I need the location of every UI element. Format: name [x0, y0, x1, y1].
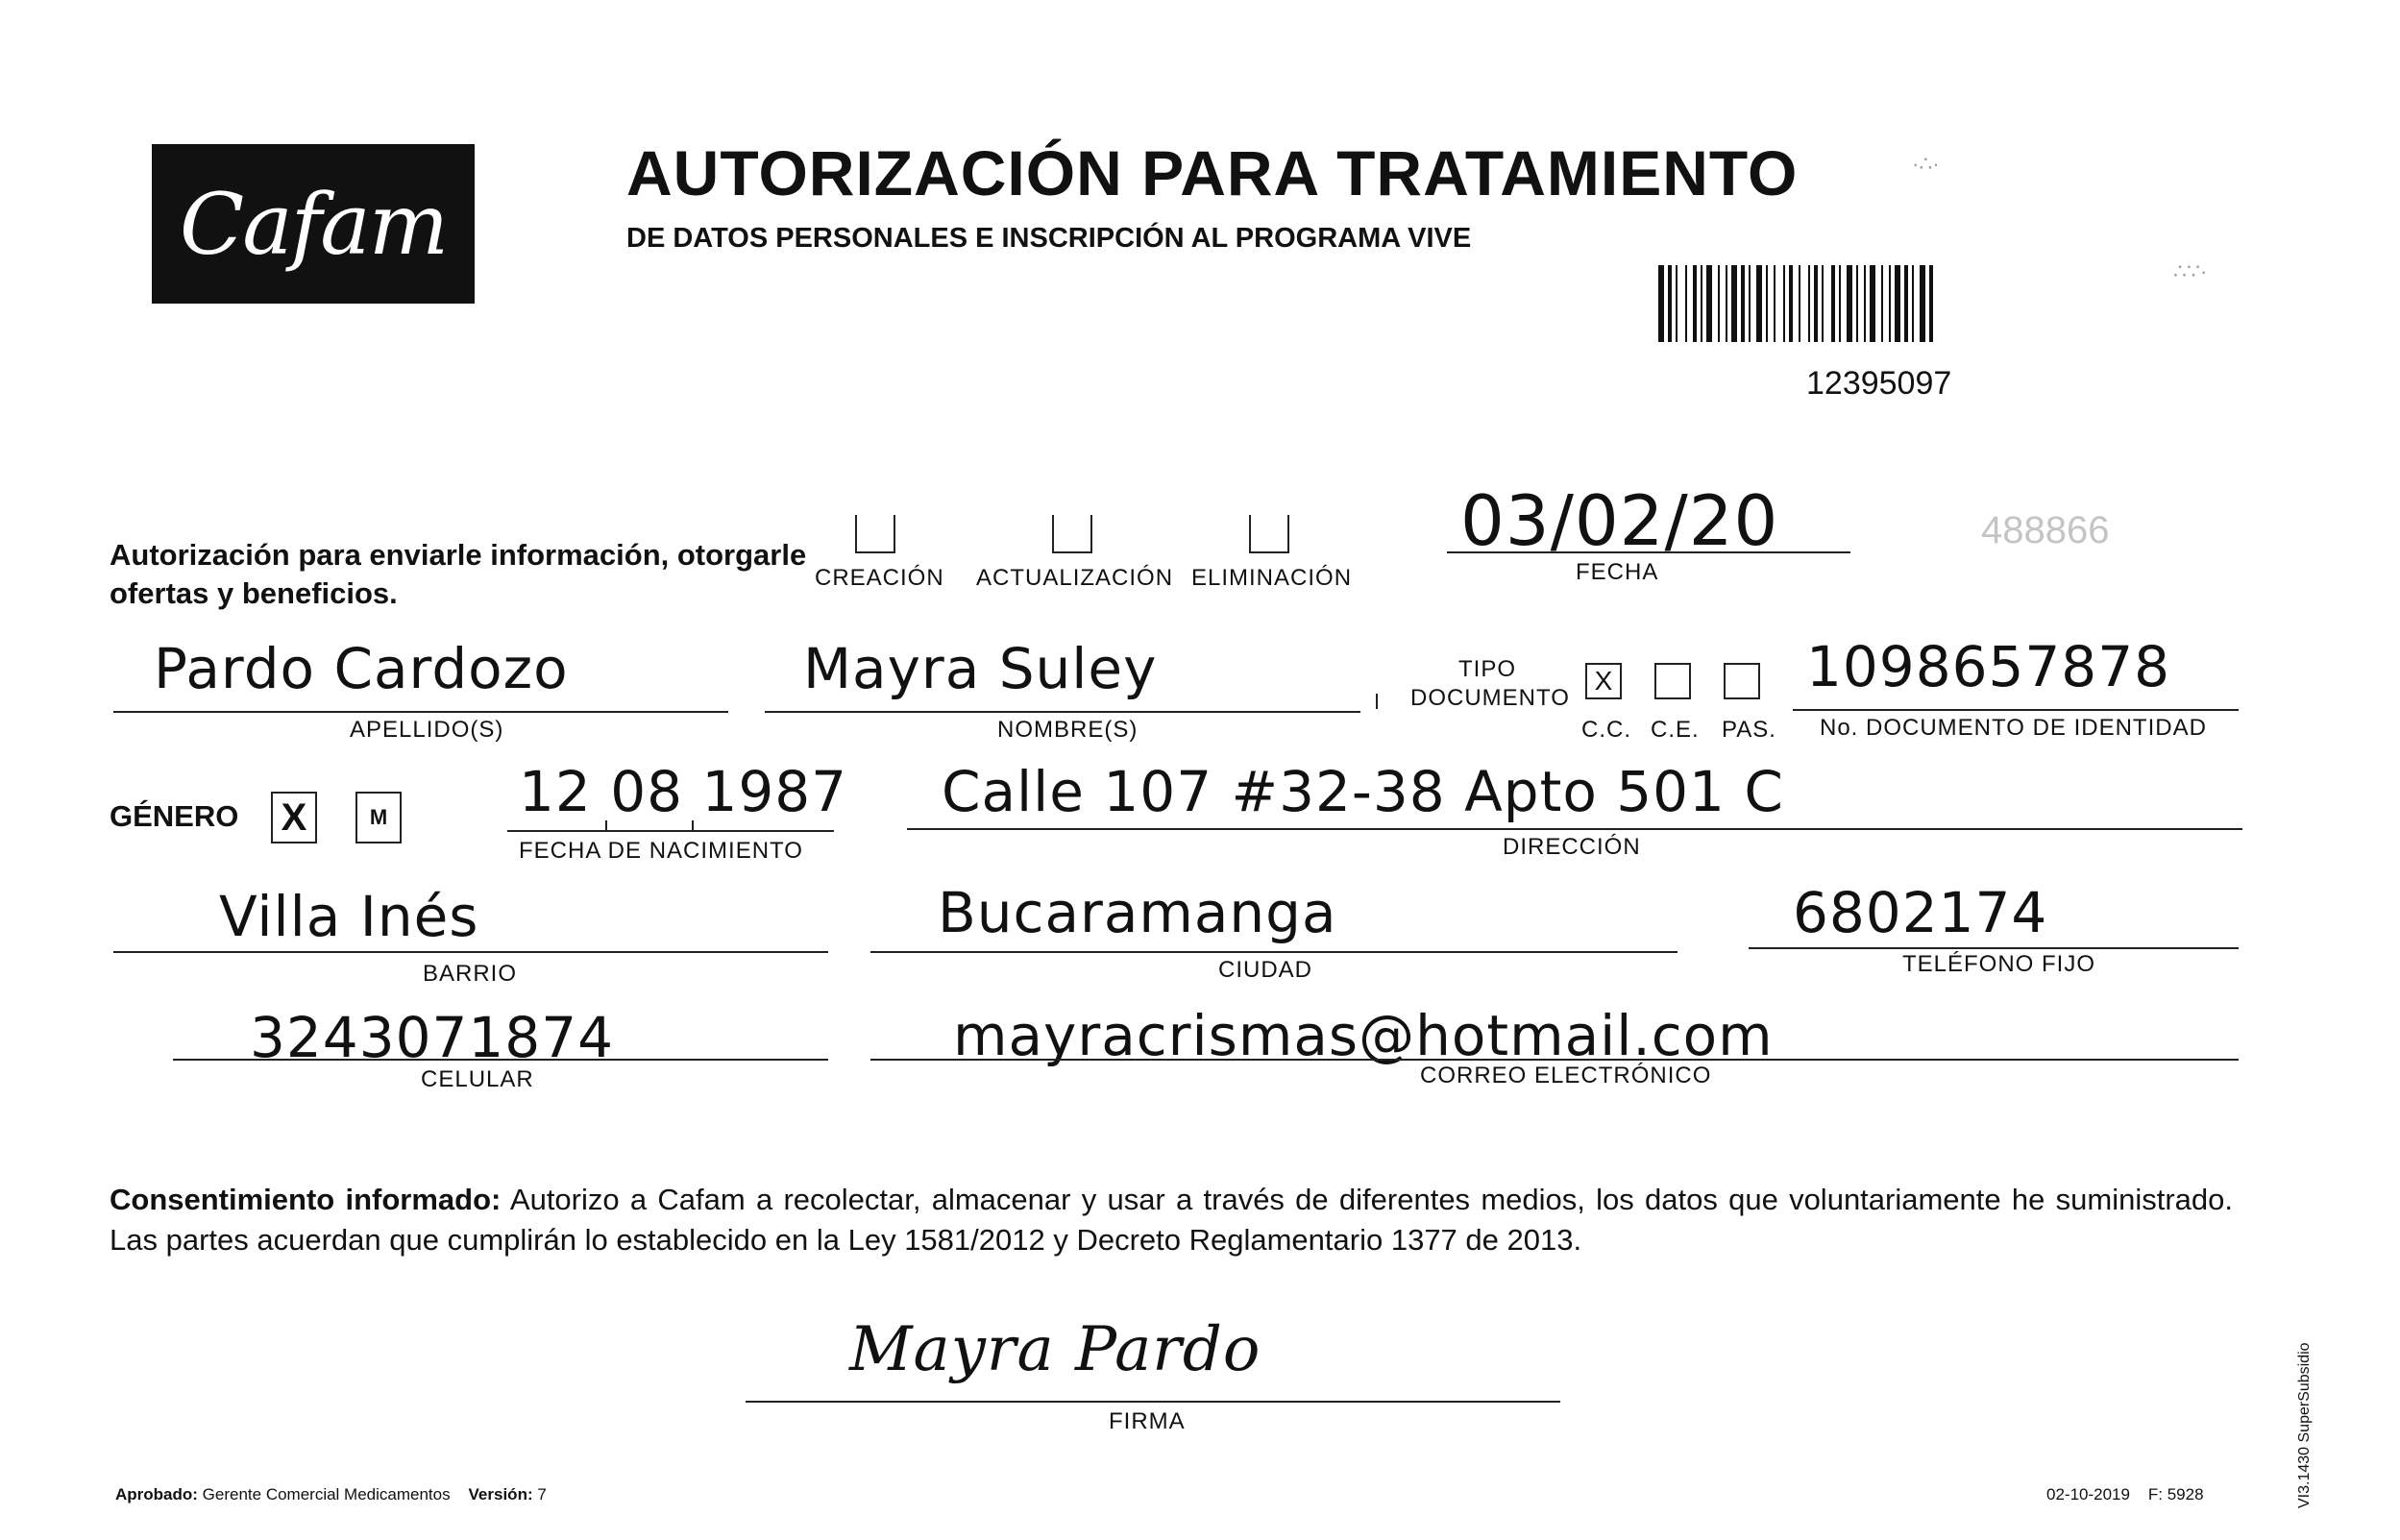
- doc-type-cc-label: C.C.: [1581, 717, 1631, 743]
- barcode-bar: [1920, 265, 1925, 342]
- barcode-bar: [1822, 265, 1824, 342]
- barcode-bar: [1881, 265, 1883, 342]
- genero-f-mark: X: [281, 795, 307, 839]
- apellidos-value[interactable]: Pardo Cardozo: [154, 636, 569, 701]
- barcode-bar: [1929, 265, 1933, 342]
- correo-label: CORREO ELECTRÓNICO: [1420, 1063, 1712, 1088]
- barcode-bar: [1847, 265, 1852, 342]
- direccion-underline: [907, 828, 2242, 830]
- checkbox-genero-m[interactable]: [355, 792, 402, 843]
- checkbox-pas[interactable]: [1724, 663, 1760, 699]
- barcode-bar: [1912, 265, 1914, 342]
- cc-mark: X: [1594, 666, 1613, 696]
- barrio-underline: [113, 951, 828, 953]
- signature[interactable]: Mayra Pardo: [849, 1314, 1261, 1385]
- footer-approval: [115, 1485, 547, 1504]
- scan-speck: ∴∵·: [2173, 259, 2208, 283]
- aprobado-value: Gerente Comercial Medicamentos: [202, 1485, 451, 1503]
- apellidos-label: APELLIDO(S): [350, 717, 504, 743]
- direccion-label: DIRECCIÓN: [1503, 834, 1641, 860]
- barcode-bar: [1799, 265, 1800, 342]
- barcode-bar: [1741, 265, 1745, 342]
- telefono-value[interactable]: 6802174: [1793, 880, 2048, 945]
- cafam-logo: [152, 144, 475, 304]
- correo-underline: [870, 1059, 2239, 1061]
- fecha-nacimiento-label: FECHA DE NACIMIENTO: [519, 838, 803, 864]
- ciudad-value[interactable]: Bucaramanga: [938, 880, 1337, 945]
- tipo-documento-label: TIPO DOCUMENTO: [1410, 656, 1570, 711]
- barcode-number: 12395097: [1806, 365, 1952, 402]
- barcode-bar: [1685, 265, 1687, 342]
- barcode-bar: [1808, 265, 1810, 342]
- fecha-underline: [1447, 551, 1850, 553]
- consent-heading: Consentimiento informado:: [110, 1183, 502, 1216]
- checkbox-genero-f[interactable]: [271, 792, 317, 843]
- celular-value[interactable]: 3243071874: [250, 1005, 615, 1070]
- option-eliminacion-label: ELIMINACIÓN: [1191, 565, 1353, 591]
- nombres-value[interactable]: Mayra Suley: [803, 636, 1158, 701]
- checkbox-ce[interactable]: [1654, 663, 1691, 699]
- barcode-bar: [1726, 265, 1727, 342]
- barcode-bar: [1676, 265, 1678, 342]
- genero-label: GÉNERO: [110, 799, 239, 833]
- barcode-bar: [1856, 265, 1858, 342]
- fecha-label: FECHA: [1576, 559, 1659, 585]
- documento-underline: [1793, 709, 2239, 711]
- consent-paragraph: [110, 1180, 2233, 1260]
- doc-type-pas-label: PAS.: [1722, 717, 1776, 743]
- checkbox-cc[interactable]: [1585, 663, 1622, 699]
- barcode-bar: [1889, 265, 1891, 342]
- nombres-label: NOMBRE(S): [997, 717, 1139, 743]
- correo-value[interactable]: mayracrismas@hotmail.com: [953, 1003, 1774, 1068]
- date-code: 02-10-2019: [2046, 1485, 2130, 1503]
- barrio-label: BARRIO: [423, 961, 518, 987]
- signature-underline: [746, 1401, 1560, 1403]
- aprobado-label: Aprobado:: [115, 1485, 198, 1503]
- genero-m-label: M: [369, 805, 388, 829]
- authorization-intro-text: Autorización para enviarle información, otorgarle ofertas y beneficios.: [110, 538, 807, 610]
- version-value: 7: [537, 1485, 547, 1503]
- date-tick: [692, 820, 694, 830]
- ciudad-underline: [870, 951, 1678, 953]
- barcode-bar: [1904, 265, 1908, 342]
- option-creacion-label: CREACIÓN: [815, 565, 944, 591]
- barcode-bar: [1831, 265, 1835, 342]
- checkbox-eliminacion[interactable]: [1249, 515, 1289, 553]
- barcode-bar: [1783, 265, 1785, 342]
- barcode-bar: [1731, 265, 1737, 342]
- fecha-value[interactable]: 03/02/20: [1460, 480, 1779, 561]
- telefono-label: TELÉFONO FIJO: [1902, 951, 2096, 977]
- barcode-bar: [1693, 265, 1697, 342]
- barcode-bar: [1789, 265, 1793, 342]
- telefono-underline: [1749, 947, 2239, 949]
- documento-value[interactable]: 1098657878: [1806, 634, 2171, 699]
- barcode-bar: [1668, 265, 1672, 342]
- barcode-bar: [1774, 265, 1776, 342]
- logo-text: Cafam: [179, 174, 448, 274]
- consent-text: Autorizo a Cafam a recolectar, almacenar y usar a través de diferentes medios, los datos que voluntariamente he suministrado. Las partes acuerdan que cumplirán lo establecido en la Ley 1581/2012 y Decreto Reglamentario 1377 de 2013.: [110, 1183, 2233, 1257]
- barcode-bar: [1718, 265, 1720, 342]
- barcode-graphic: [1658, 265, 2043, 342]
- form-title: AUTORIZACIÓN PARA TRATAMIENTO: [626, 137, 1799, 208]
- documento-label: No. DOCUMENTO DE IDENTIDAD: [1820, 715, 2207, 741]
- checkbox-creacion[interactable]: [855, 515, 895, 553]
- barcode-bar: [1658, 265, 1664, 342]
- barcode-bar: [1814, 265, 1818, 342]
- nombres-underline: [765, 711, 1360, 713]
- barcode-bar: [1864, 265, 1866, 342]
- field-separator: [1376, 694, 1378, 709]
- signature-label: FIRMA: [1109, 1408, 1186, 1434]
- barcode-bar: [1749, 265, 1751, 342]
- version-label: Versión:: [468, 1485, 533, 1503]
- barcode-bar: [1839, 265, 1841, 342]
- date-tick: [605, 820, 607, 830]
- apellidos-underline: [113, 711, 728, 713]
- authorization-intro: [110, 536, 840, 613]
- stamp-number: 488866: [1981, 509, 2110, 551]
- barcode-bar: [1766, 265, 1768, 342]
- barrio-value[interactable]: Villa Inés: [219, 884, 479, 949]
- option-actualizacion-label: ACTUALIZACIÓN: [976, 565, 1174, 591]
- scan-speck: ·∴·: [1912, 152, 1940, 176]
- barcode: [1658, 265, 2043, 342]
- ciudad-label: CIUDAD: [1218, 957, 1313, 983]
- form-subtitle: DE DATOS PERSONALES E INSCRIPCIÓN AL PROGRAMA VIVE: [626, 223, 1472, 254]
- fecha-nacimiento-value[interactable]: 12 08 1987: [519, 759, 848, 824]
- form-code: F: 5928: [2147, 1485, 2204, 1503]
- footer-codes: [2046, 1485, 2204, 1504]
- doc-type-ce-label: C.E.: [1651, 717, 1700, 743]
- fecha-nacimiento-underline: [507, 830, 834, 832]
- barcode-bar: [1870, 265, 1875, 342]
- barcode-bar: [1895, 265, 1900, 342]
- direccion-value[interactable]: Calle 107 #32-38 Apto 501 C: [942, 759, 1784, 824]
- barcode-bar: [1706, 265, 1712, 342]
- celular-underline: [173, 1059, 828, 1061]
- barcode-bar: [1701, 265, 1702, 342]
- celular-label: CELULAR: [421, 1066, 534, 1092]
- checkbox-actualizacion[interactable]: [1052, 515, 1092, 553]
- barcode-bar: [1756, 265, 1762, 342]
- vertical-code: VI3.1430 SuperSubsidio: [2296, 1342, 2313, 1508]
